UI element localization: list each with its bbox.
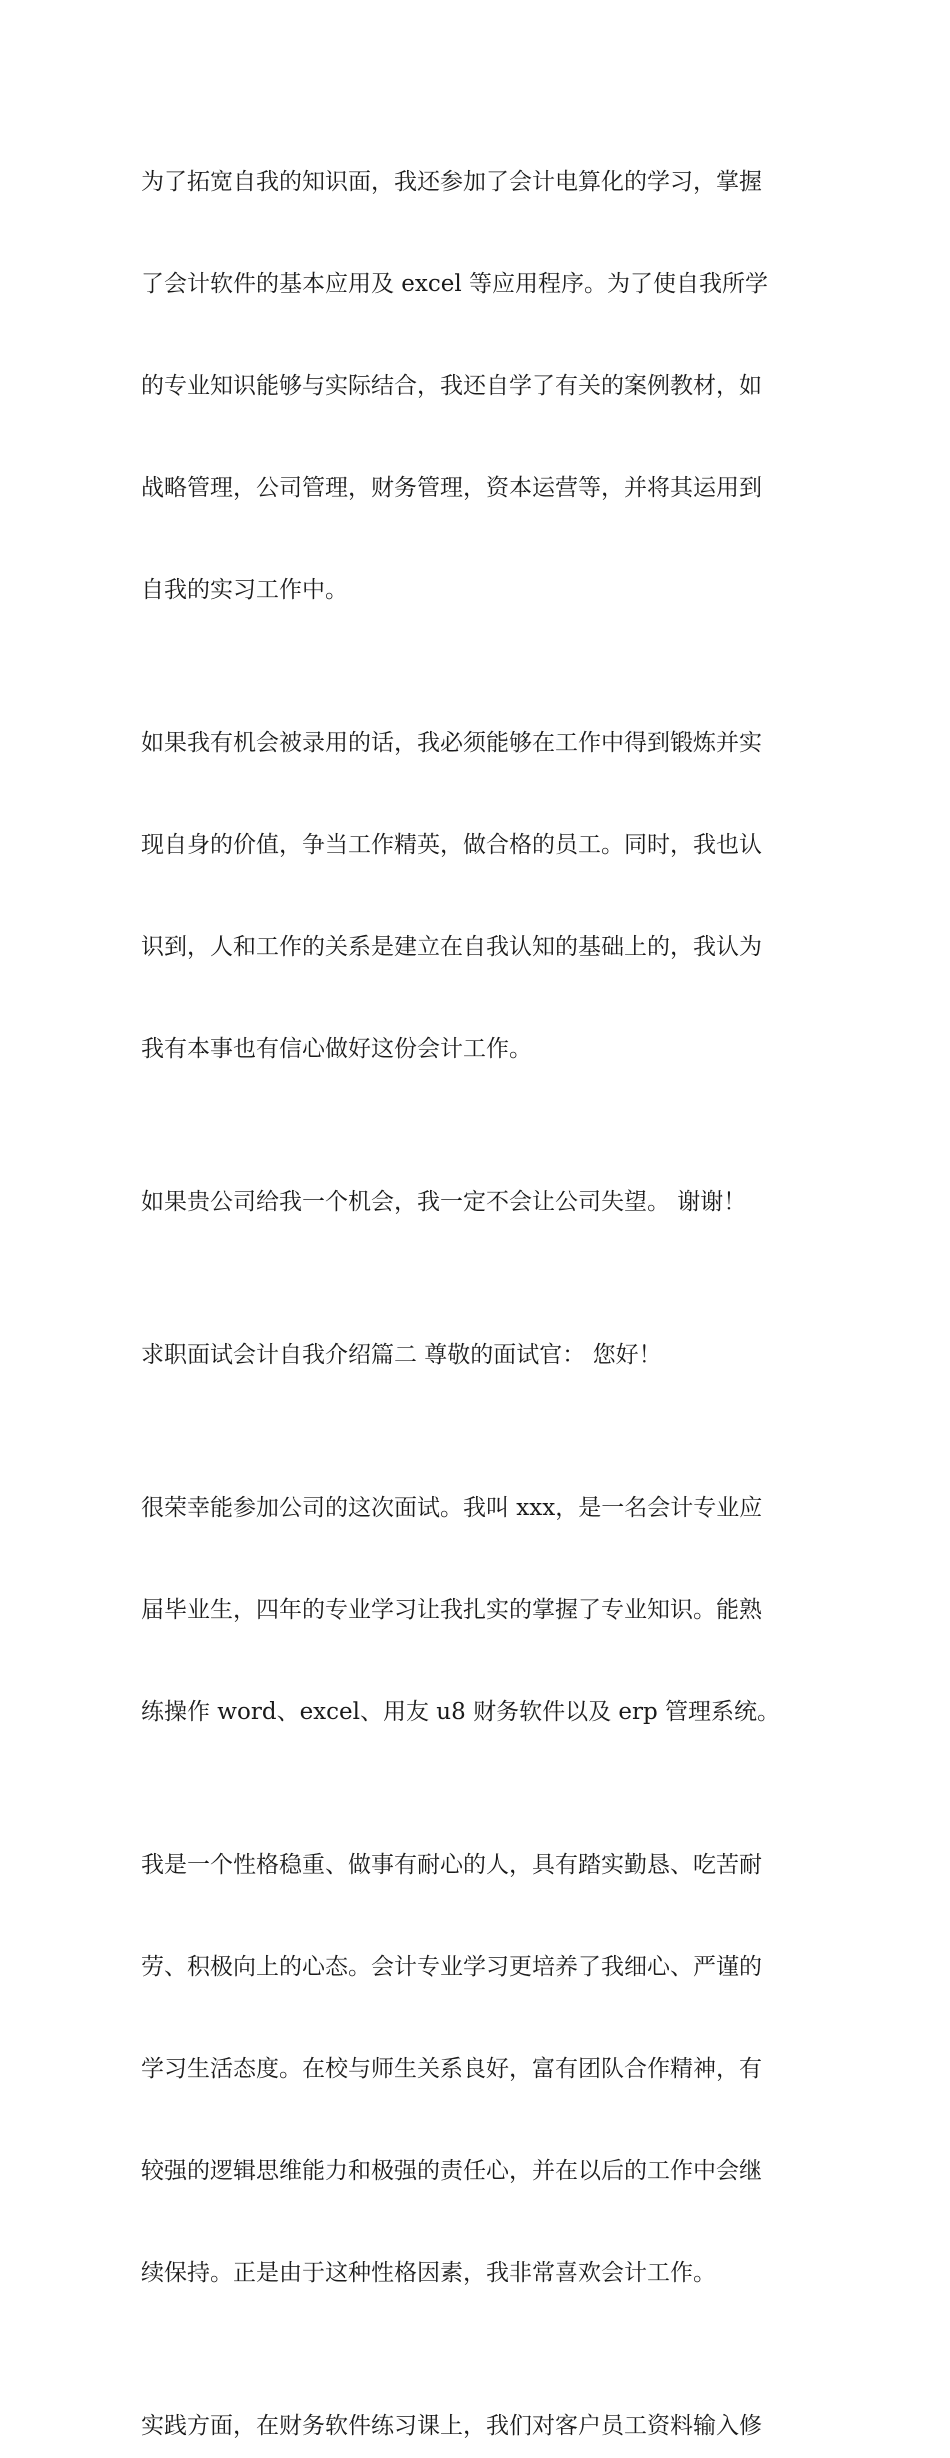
text-line: 了会计软件的基本应用及 excel 等应用程序。为了使自我所学 (141, 271, 769, 297)
text-line: 实践方面，在财务软件练习课上，我们对客户员工资料输入修 (141, 2413, 762, 2439)
text-line: 现自身的价值，争当工作精英，做合格的员工。同时，我也认 (141, 832, 762, 858)
text-line: 劳、积极向上的心态。会计专业学习更培养了我细心、严谨的 (141, 1954, 762, 1980)
text-line: 如果我有机会被录用的话，我必须能够在工作中得到锻炼并实 (141, 730, 762, 756)
text-line: 识到，人和工作的关系是建立在自我认知的基础上的，我认为 (141, 934, 762, 960)
text-line: 如果贵公司给我一个机会，我一定不会让公司失望。 谢谢！ (141, 1189, 747, 1215)
text-line: 我有本事也有信心做好这份会计工作。 (141, 1036, 532, 1062)
text-line: 求职面试会计自我介绍篇二 尊敬的面试官： 您好！ (141, 1342, 662, 1368)
text-line: 学习生活态度。在校与师生关系良好，富有团队合作精神，有 (141, 2056, 762, 2082)
text-line: 为了拓宽自我的知识面，我还参加了会计电算化的学习，掌握 (141, 169, 762, 195)
text-line: 战略管理，公司管理，财务管理，资本运营等，并将其运用到 (141, 475, 762, 501)
document-body (141, 106, 813, 2458)
text-line: 的专业知识能够与实际结合，我还自学了有关的案例教材，如 (141, 373, 762, 399)
paragraph-thanks (141, 1126, 813, 1279)
paragraph-knowledge-expansion (141, 106, 813, 667)
paragraph-practice (141, 2350, 813, 2458)
paragraph-if-hired (141, 667, 813, 1126)
text-line: 届毕业生，四年的专业学习让我扎实的掌握了专业知识。能熟 (141, 1597, 762, 1623)
paragraph-introduction (141, 1432, 813, 1789)
text-line: 我是一个性格稳重、做事有耐心的人，具有踏实勤恳、吃苦耐 (141, 1852, 762, 1878)
text-line: 很荣幸能参加公司的这次面试。我叫 xxx，是一名会计专业应 (141, 1495, 763, 1521)
paragraph-personality (141, 1789, 813, 2350)
section-heading-part-two (141, 1279, 813, 1432)
text-line: 较强的逻辑思维能力和极强的责任心，并在以后的工作中会继 (141, 2158, 762, 2184)
text-line: 练操作 word、excel、用友 u8 财务软件以及 erp 管理系统。 (141, 1699, 781, 1725)
text-line: 续保持。正是由于这种性格因素，我非常喜欢会计工作。 (141, 2260, 716, 2286)
text-line: 自我的实习工作中。 (141, 577, 348, 603)
